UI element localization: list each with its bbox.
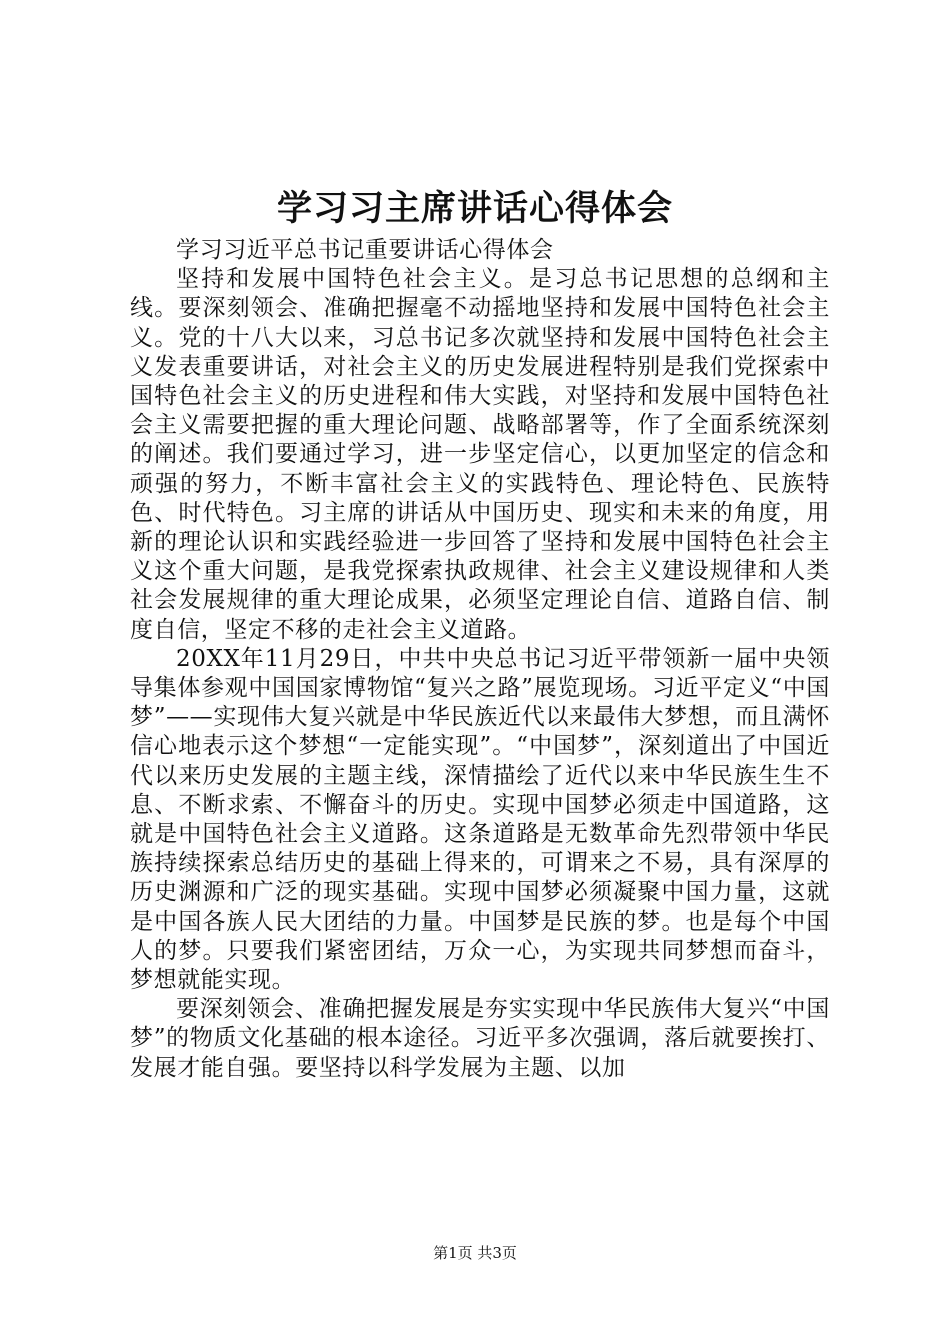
- paragraph-subtitle: 学习习近平总书记重要讲话心得体会: [176, 237, 554, 263]
- document-title: 学习习主席讲话心得体会: [276, 188, 673, 229]
- paragraph: 20XX年11月29日，中共中央总书记习近平带领新一届中央领导集体参观中国国家博物馆“复兴之路”展览现场。习近平定义“中国梦”——实现伟大复兴就是中华民族近代以来最伟大梦想，而且满怀信心地表示这个梦想“一定能实现”。“中国梦”，深刻道出了中国近代以来历史发展的主题主线，深情描绘了近代以来中华民族生生不息、不断求索、不懈奋斗的历史。实现中国梦必须走中国道路，这就是中国特色社会主义道路。这条道路是无数革命先烈带领中华民族持续探索总结历史的基础上得来的，可谓来之不易，具有深厚的历史渊源和广泛的现实基础。实现中国梦必须凝聚中国力量，这就是中国各族人民大团结的力量。中国梦是民族的梦。也是每个中国人的梦。只要我们紧密团结，万众一心，为实现共同梦想而奋斗，梦想就能实现。: [130, 645, 830, 994]
- document-body: [130, 236, 830, 1083]
- paragraph: 坚持和发展中国特色社会主义。是习总书记思想的总纲和主线。要深刻领会、准确把握毫不动摇地坚持和发展中国特色社会主义。党的十八大以来，习总书记多次就坚持和发展中国特色社会主义发表重要讲话，对社会主义的历史发展进程特别是我们党探索中国特色社会主义的历史进程和伟大实践，对坚持和发展中国特色社会主义需要把握的重大理论问题、战略部署等，作了全面系统深刻的阐述。我们要通过学习，进一步坚定信心，以更加坚定的信念和顽强的努力，不断丰富社会主义的实践特色、理论特色、民族特色、时代特色。习主席的讲话从中国历史、现实和未来的角度，用新的理论认识和实践经验进一步回答了坚持和发展中国特色社会主义这个重大问题，是我党探索执政规律、社会主义建设规律和人类社会发展规律的重大理论成果，必须坚定理论自信、道路自信、制度自信，坚定不移的走社会主义道路。: [130, 266, 830, 643]
- page-footer: 第1页 共3页: [433, 1244, 517, 1262]
- paragraph: 要深刻领会、准确把握发展是夯实实现中华民族伟大复兴“中国梦”的物质文化基础的根本途径。习近平多次强调，落后就要挨打、发展才能自强。要坚持以科学发展为主题、以加: [130, 996, 830, 1081]
